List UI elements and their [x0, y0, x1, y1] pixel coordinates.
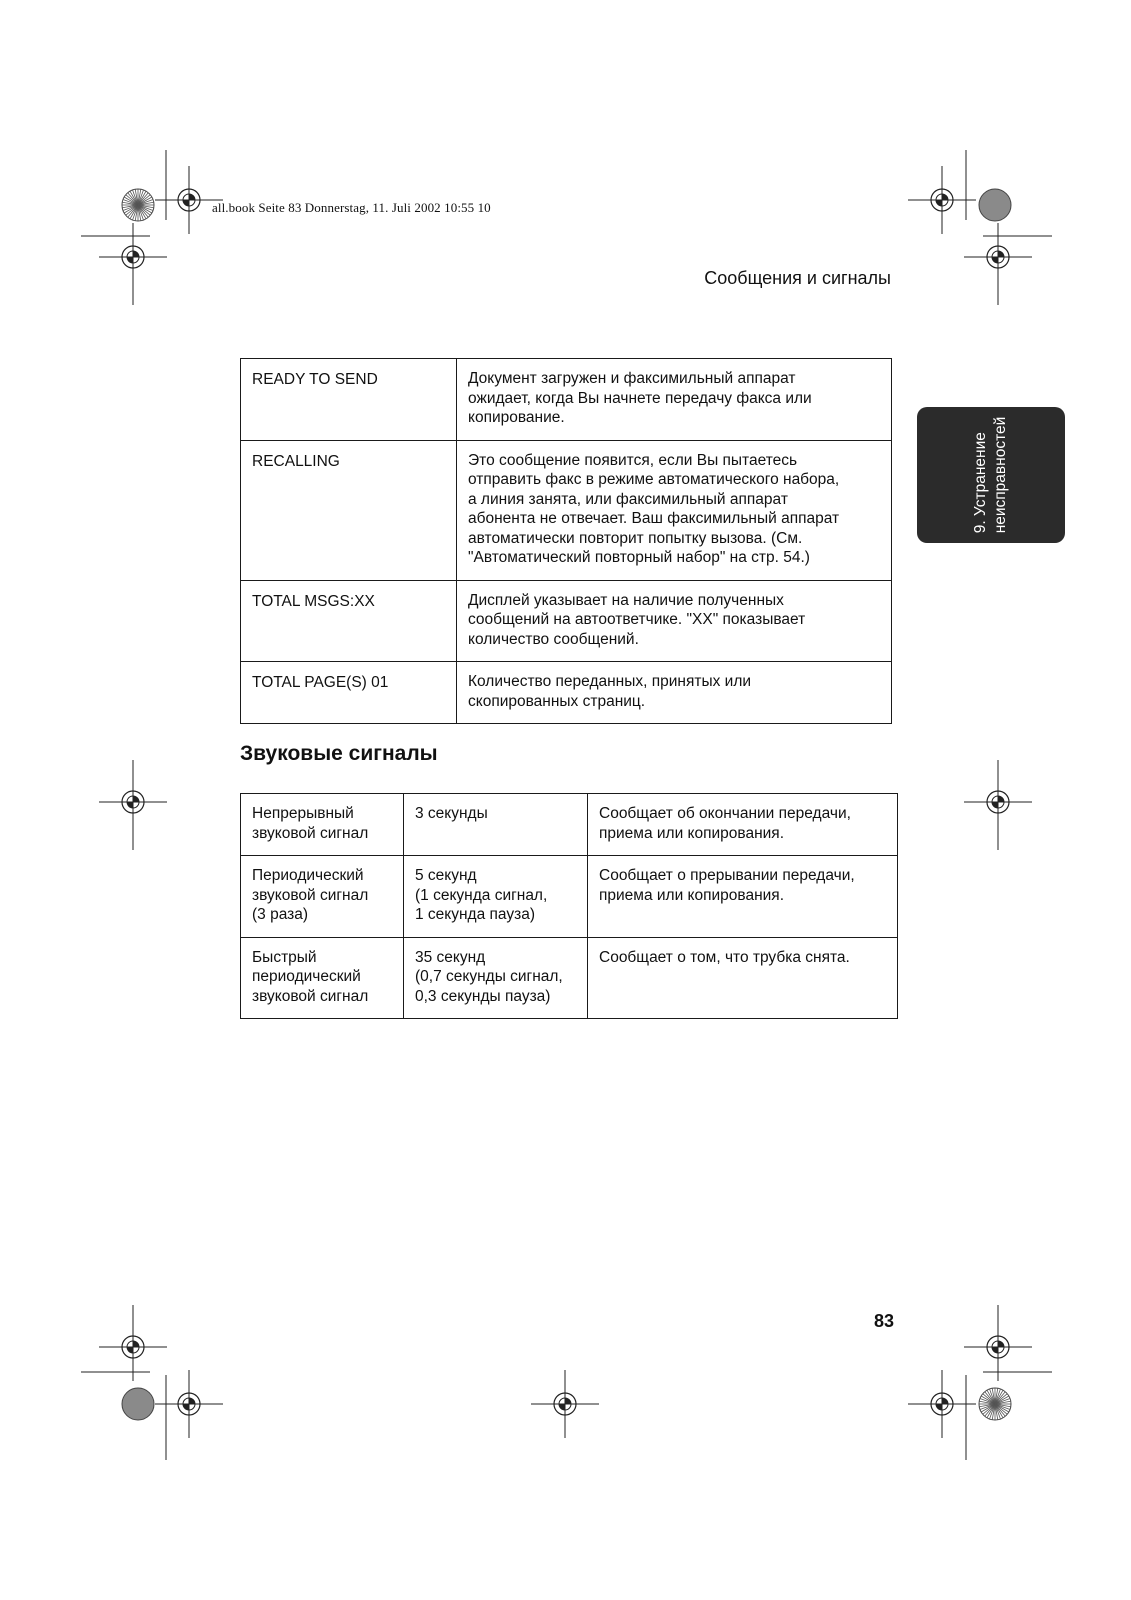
- signal-meaning: Сообщает о прерывании передачи, приема или копирования.: [588, 856, 898, 938]
- signal-meaning: Сообщает об окончании передачи, приема или копирования.: [588, 794, 898, 856]
- running-head: Сообщения и сигналы: [704, 268, 891, 288]
- star-target-mark: [979, 189, 1011, 221]
- star-target-mark: [122, 1388, 154, 1420]
- signals-table: [240, 793, 898, 1019]
- chapter-tab-label: 9. Устранение неисправностей: [972, 416, 1009, 534]
- signal-name: Периодический звуковой сигнал (3 раза): [241, 856, 404, 938]
- message-code: TOTAL PAGE(S) 01: [241, 662, 457, 724]
- message-code: READY TO SEND: [241, 359, 457, 441]
- page-number: 83: [873, 1311, 894, 1331]
- table-row: [241, 359, 892, 441]
- signal-name: Непрерывный звуковой сигнал: [241, 794, 404, 856]
- table-row: [241, 937, 898, 1019]
- table-row: [241, 794, 898, 856]
- signal-duration: 3 секунды: [404, 794, 588, 856]
- message-description: Дисплей указывает на наличие полученных сообщений на автоответчике. "XX" показывает количество сообщений.: [457, 580, 892, 662]
- signal-duration: 5 секунд (1 секунда сигнал, 1 секунда пауза): [404, 856, 588, 938]
- table-row: [241, 662, 892, 724]
- messages-table: [240, 358, 892, 724]
- message-description: Документ загружен и факсимильный аппарат ожидает, когда Вы начнете передачу факса или копирование.: [457, 359, 892, 441]
- signal-name: Быстрый периодический звуковой сигнал: [241, 937, 404, 1019]
- message-description: Количество переданных, принятых или скопированных страниц.: [457, 662, 892, 724]
- signal-duration: 35 секунд (0,7 секунды сигнал, 0,3 секунды пауза): [404, 937, 588, 1019]
- message-code: TOTAL MSGS:XX: [241, 580, 457, 662]
- chapter-tab: [917, 407, 1065, 543]
- message-description: Это сообщение появится, если Вы пытаетесь отправить факс в режиме автоматического набора, а линия занята, или факсимильный аппарат абонента не отвечает. Ваш факсимильный аппарат автоматически повторит попытку вызова. (См. "Автоматический повторный набор" на стр. 54.): [457, 440, 892, 580]
- print-slug: all.book Seite 83 Donnerstag, 11. Juli 2002 10:55 10: [212, 200, 491, 215]
- signal-meaning: Сообщает о том, что трубка снята.: [588, 937, 898, 1019]
- message-code: RECALLING: [241, 440, 457, 580]
- table-row: [241, 440, 892, 580]
- section-heading: Звуковые сигналы: [240, 742, 438, 765]
- table-row: [241, 856, 898, 938]
- table-row: [241, 580, 892, 662]
